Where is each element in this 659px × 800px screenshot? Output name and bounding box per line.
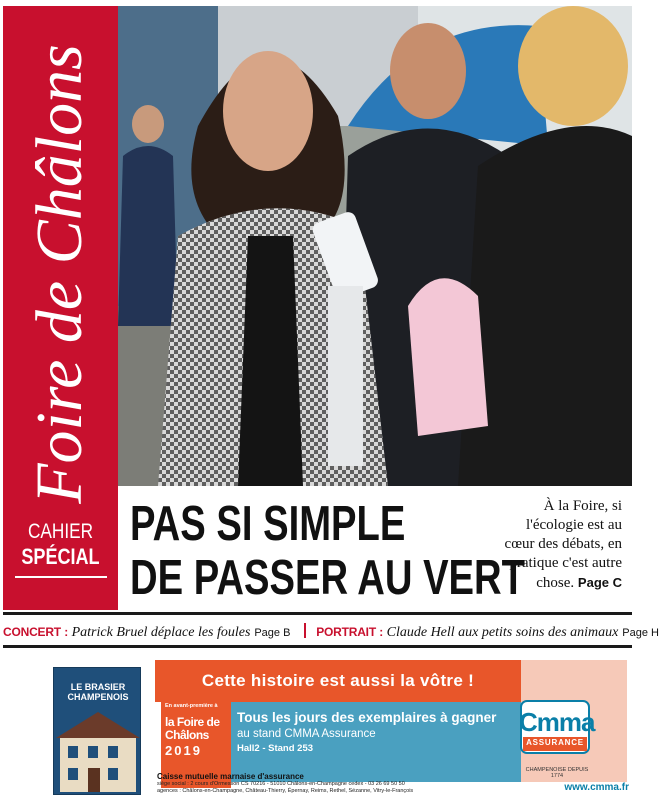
- teaser-page: Page H: [622, 627, 659, 639]
- ad-company-name: Caisse mutuelle marnaise d'assurance: [157, 772, 304, 781]
- foire-badge-year: 2019: [165, 743, 202, 758]
- teaser-strip: [3, 621, 659, 641]
- teaser-rule: [3, 645, 632, 648]
- deck-text: À la Foire, si l'écologie est au cœur des débats, en pratique c'est autre chose.: [504, 498, 622, 591]
- book-title: LE BRASIER CHAMPENOIS: [67, 682, 129, 702]
- foire-badge-name: la Foire de Châlons: [165, 715, 220, 742]
- offer-stand: Hall2 - Stand 253: [237, 743, 314, 754]
- teaser-text: Patrick Bruel déplace les foules: [71, 625, 251, 640]
- cmma-logo-text: Cmma: [519, 707, 595, 737]
- cmma-url[interactable]: www.cmma.fr: [564, 782, 629, 793]
- teaser-page: Page B: [254, 627, 291, 639]
- ad-tagline: Cette histoire est aussi la vôtre !: [201, 671, 475, 690]
- special-label: SPÉCIAL: [21, 544, 100, 569]
- deck-page-ref: Page C: [577, 575, 622, 590]
- headline-rule: [3, 612, 632, 615]
- book-house-illustration: [54, 706, 142, 796]
- cmma-advertisement[interactable]: [3, 655, 632, 800]
- cmma-depuis: CHAMPENOISE DEPUIS 1774: [525, 767, 589, 779]
- cover-photo: [118, 6, 632, 486]
- headline-line-2: DE PASSER AU VERT: [130, 551, 526, 605]
- headline-line-1: PAS SI SIMPLE: [130, 497, 406, 551]
- masthead-title: Foire de Châlons: [23, 44, 96, 504]
- teaser-tag: PORTRAIT: [316, 625, 376, 639]
- cahier-divider: [15, 576, 107, 578]
- teaser-portrait[interactable]: PORTRAIT : Claude Hell aux petits soins des animaux Page H: [316, 625, 659, 640]
- main-headline: [130, 497, 526, 605]
- cmma-logo: [519, 697, 595, 763]
- cahier-label: CAHIER: [27, 520, 94, 543]
- cmma-logo-sub: ASSURANCE: [526, 738, 584, 747]
- offer-subline: au stand CMMA Assurance: [237, 728, 376, 740]
- foire-badge-kicker: En avant-première à: [165, 703, 218, 709]
- teaser-text: Claude Hell aux petits soins des animaux: [386, 625, 619, 640]
- teaser-tag: CONCERT: [3, 625, 61, 639]
- masthead-banner: [3, 6, 118, 610]
- teaser-concert[interactable]: CONCERT : Patrick Bruel déplace les foules Page B: [3, 625, 291, 640]
- ad-address: [157, 781, 517, 795]
- offer-headline: Tous les jours des exemplaires à gagner: [237, 710, 497, 725]
- ad-address-line-2: agences : Châlons-en-Champagne, Château-Thierry, Épernay, Reims, Rethel, Sézanne, Vitry-le-François: [157, 788, 414, 794]
- headline-deck: [500, 497, 622, 593]
- ad-address-line-1: siège social : 2 cours d'Ormesson CS 70216 - 51010 Châlons-en-Champagne cedex - 03 26 69 50 50: [157, 781, 405, 787]
- book-cover: [53, 667, 141, 795]
- teaser-separator: [304, 623, 306, 638]
- cover-photo-illustration: [118, 6, 632, 486]
